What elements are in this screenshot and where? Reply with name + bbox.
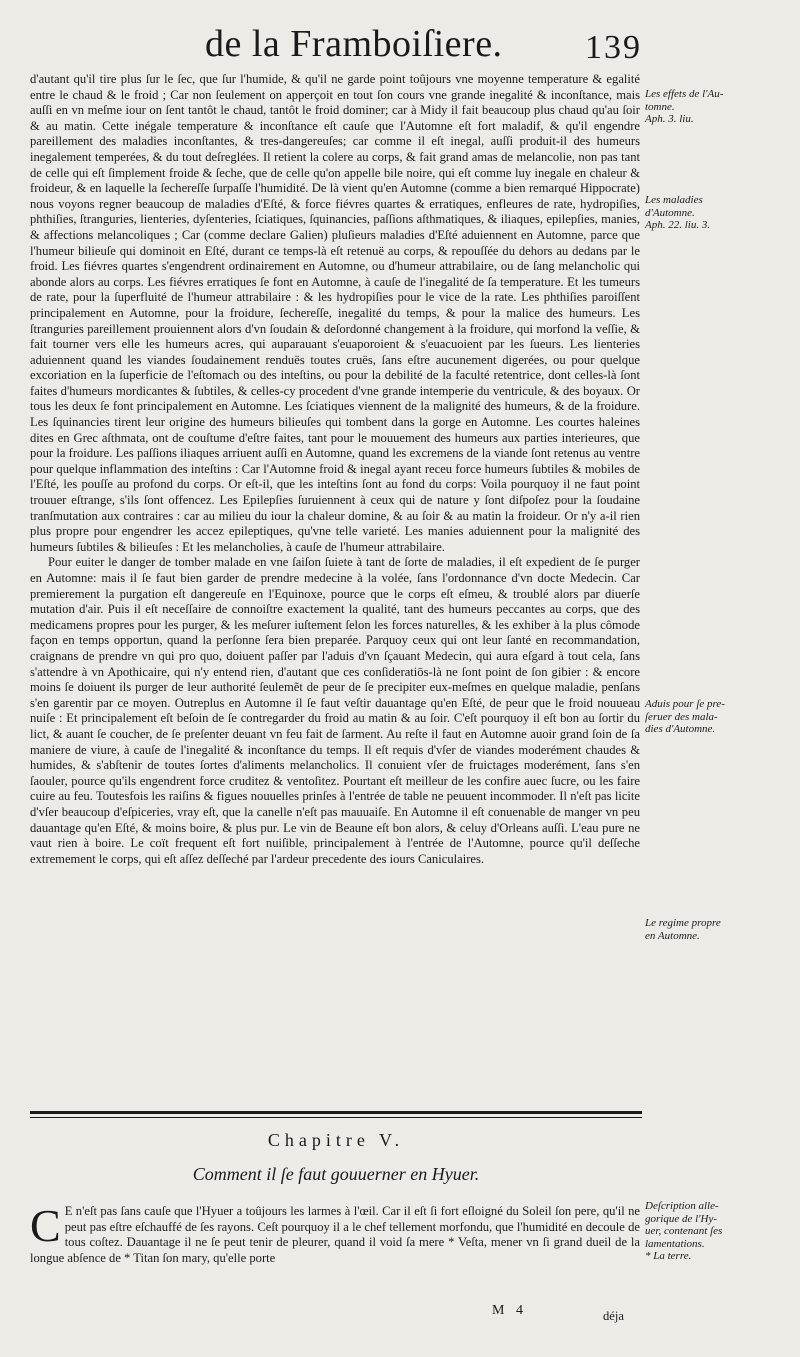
chapter-heading: Chapitre V.	[267, 1130, 405, 1150]
signature-mark: M 4	[492, 1303, 527, 1318]
chapter-opening	[30, 1200, 640, 1266]
margin-note-description: Deſcription alle- gorique de l'Hy- uer, contenant ſes lamentations. * La terre.	[645, 1200, 723, 1262]
paragraph-autumn-advice: Pour euiter le danger de tomber malade en vne ſaiſon ſuiete à tant de ſorte de maladies, il eſt expedient de ſe purger en Automne: mais il ſe faut bien garder de prendre medecine à la volée, ſans l'ordonnance d'vn docte Medecin. Car premierement la purgation eſt dangereuſe en l'Equinoxe, pource que le corps eſt eſmeu, & troublé alors par diuerſe mutation d'air. Puis il eſt neceſſaire de connoiſtre exactement la qualité, tant des humeurs peccantes au corps, que des medicamens propres pour les purger, & les meſurer iuſtement ſelon les forces naturelles, & les exhiber à la plus cômode façon en temps opportun, quand la perſonne ſera bien preparée. Parquoy ceux qui ont leur ſanté en recommandation, craignans de prendre vn qui pro quo, doiuent paſſer par l'aduis d'vn ſçauant Medecin, qui aura eſgard à tout cela, ſans s'attendre à vn Apothicaire, qui n'y entend rien, d'autant que ces conſideratiōs-là ne ſont point de ſon gibier : & encore moins ſe doiuent ils purger de leur authorité ſeulemẽt de peur de ſe precipiter eux-meſmes en quelque maladie, penſans s'en garentir par ce moyen. Outreplus en Automne il ſe faut veſtir dauantage qu'en Eſté, de peur que le froid nouueau nuiſe : Et principalement eſt beſoin de ſe contregarder du froid au matin & au ſoir. C'eſt pourquoy il eſt bon au ſortir du lict, & auant ſe coucher, de ſe preſenter deuant vn feu fait de ſarment. Au reſte il faut en Automne auoir grand ſoin de ſa maniere de viure, à cauſe de l'inegalité & inconſtance du temps. Il eſt requis d'vſer de viandes moderément chaudes & humides, & s'abſtenir de toutes ſortes d'aliments melancholics. Il conuient vſer de fruictages moderément, ſans s'en ſaouler, pource qu'ils engendrent force cruditez & ventoſitez. Pourtant eſt meilleur de les confire auec ſucre, ou les faire cuire au feu. Toutesfois les raiſins & figues nouuelles prinſes à l'entrée de table ne peuuent incommoder. Il n'eſt pas licite d'vſer beaucoup d'eſpiceries, vray eſt, que la canelle n'eſt pas mauuaiſe. En Automne il eſt conuenable de manger vn peu dauantage qu'en Eſté, & moins boire, & plus pur. Le vin de Beaune eſt bon alors, & celuy d'Orleans auſſi. L'eau pure ne vaut rien à boire. Le coït frequent eſt fort nuiſible, principalement à l'entrée de l'Automne, pource qu'il deſſeche extremement le corps, qui eſt aſſez deſſeché par l'ardeur precedente des iours Caniculaires.	[30, 555, 640, 866]
margin-note-regime: Le regime propre en Automne.	[645, 917, 721, 942]
drop-cap: C	[30, 1200, 61, 1251]
chapter-subtitle: Comment il ſe faut gouuerner en Hyuer.	[192, 1164, 480, 1184]
paragraph-autumn-diseases: d'autant qu'il tire plus ſur le ſec, que ſur l'humide, & qu'il ne garde point toûjours vne moyenne temperature & egalité entre le chaud & le froid ; Car non ſeulement on apperçoit en tout ſon cours vne grande inegalité & inconſtance, mais auſſi en vn meſme iour on ſent tantôt le chaud, tantôt le froid dominer; car à Midy il fait beaucoup plus chaud qu'au ſoir & au matin. Cette inégale temperature & inconſtance eſt cauſe que l'Automne eſt fort maladif, & qu'il engendre pareillement des maladies inconſtantes, & tres-dangereuſes; car comme il eſt inegal, auſſi produit-il des humeurs inegalement temperées, & du tout deſreglées. Il retient la colere au corps, & fait grand amas de melancolie, non pas tant de celle qui eſt ſimplement froide & ſeche, que de celle qu'on appelle bile noire, qui eſt comme luy inegale en chaleur & froideur, & en laquelle la ſechereſſe ſurpaſſe l'humidité. De là vient qu'en Automne (comme a bien remarqué Hippocrate) nous voyons regner beaucoup de maladies d'Eſté, & force fiévres quartes & erratiques, enfleures de rate, hydropiſies, phthiſies, ſtranguries, lienteries, dyſenteries, ſciatiques, ſquinancies, paſſions aſthmatiques, & iliaques, epilepſies, manies, & affections melancoliques ; Car (comme declare Galien) pluſieurs maladies d'Eſté aduiennent en Automne, parce que l'humeur bilieuſe qui dominoit en Eſté, durant ce temps-là eſt retenuë au corps, & repouſſée du dehors au dedans par le froid. Les fiévres quartes s'engendrent ordinairement en Automne, ou d'humeur attrabilaire, ou de ſang melancholic qui abonde alors au corps. Les fiévres erratiques ſe font en Automne, à cauſe de l'inegalité de ſa temperature. Et les tumeurs de rate, pour la ſuperfluité de l'humeur attrabilaire : & les hydropiſies pour le vice de la rate. Les phthiſies paroiſſent principalement en Automne, pour la froidure, ſechereſſe, inegalité du temps, & pour la malice des humeurs. Les ſtranguries pareillement prouiennent alors d'vn ſoudain & deſordonné changement à la froidure, qui morfond la veſſie, & fait tourner vers elle les humeurs acres, qui auparauant s'euaporoient & s'euacuoient par les ſueurs. Les lienteries aduiennent quand les viandes ſoudainement renduës toutes cruës, ſans eſtre aucunement digerées, ou pour quelque excoriation en la ſuperficie de l'eſtomach ou des inteſtins, ou pour la debilité de la faculté retentrice, dont celles-là ſont faites d'humeurs mordicantes & ſubtiles, & celles-cy procedent d'vne grande intemperie du ventricule, & des boyaux. Or tous les deux ſe font principalement en Automne. Les ſciatiques viennent de la malignité des humeurs, & de la froidure. Les ſquinancies tirent leur origine des humeurs bilieuſes qui tombent dans la gorge en Automne. Les courtes haleines dites en Grec aſthmata, ont de couſtume d'eſtre faites, tant pour le mouuement des humeurs aux parties interieures, que pour la froidure. Les paſſions iliaques arriuent auſſi en Automne, quand les excremens de la viande ſont retenus au ventre pour quelque inflammation des inteſtins : Car l'Automne froid & inegal ayant receu force humeurs ſubtiles & mobiles de l'Eſté, les pouſſe au profond du corps. Or eſt-il, que les inteſtins ſont au fond du corps: Voila pourquoy il ne faut point trouuer eſtrange, s'ils ſont offencez. Les Epilepſies ſuruiennent à ceux qui de nature y ſont diſpoſez pour la ſoudaine tranſmutation aux contraires : car au milieu du iour la chaleur domine, & au ſoir & au matin la froideur. Or n'y a-il rien plus propre pour engendrer les accez epileptiques, qu'vne telle varieté. Les manies aduiennent pour la malignité des humeurs ſubtiles & bilieuſes : Et les melancholies, à cauſe de l'humeur attrabilaire.	[30, 72, 640, 554]
section-rule-thin	[30, 1117, 642, 1118]
opening-text: E n'eſt pas ſans cauſe que l'Hyuer a toûjours les larmes à l'œil. Car il eſt ſi fort eſloigné du Soleil ſon pere, qu'il ne peut pas eſtre eſchauffé de ſes rayons. Ceſt pourquoy il a le chef tellement morfondu, que l'humidité en decoule de tous coſtez. Dauantage il ne ſe peut tenir de pleurer, quand il void ſa mere * Veſta, mener vn ſi grand dueil de la longue abſence de * Titan ſon mary, qu'elle porte	[30, 1204, 640, 1265]
running-title: de la Framboiſiere.	[205, 23, 503, 65]
page-number: 139	[585, 29, 642, 66]
margin-note-maladies: Les maladies d'Automne. Aph. 22. liu. 3.	[645, 194, 711, 231]
margin-note-effects: Les effets de l'Au- tomne. Aph. 3. liu.	[645, 88, 724, 125]
margin-note-aduis: Aduis pour ſe pre- ſeruer des mala- dies d'Automne.	[645, 698, 725, 735]
main-text	[30, 72, 640, 867]
catchword: déja	[603, 1309, 624, 1323]
section-rule-thick	[30, 1111, 642, 1114]
